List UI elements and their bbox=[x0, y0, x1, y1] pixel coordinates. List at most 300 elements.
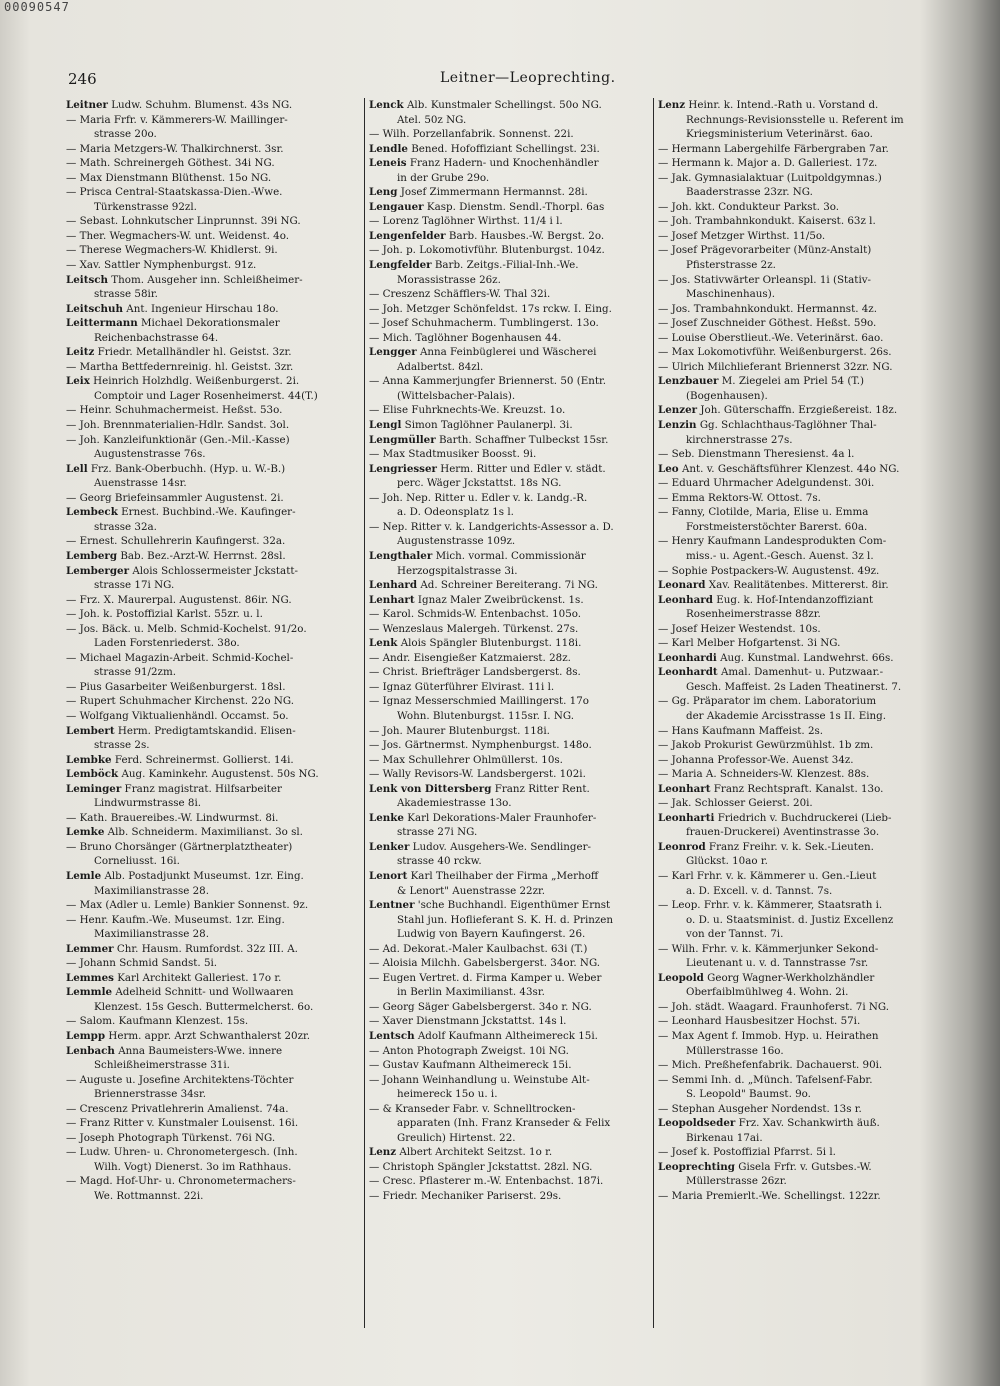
entry-line bbox=[369, 156, 651, 171]
directory-entry bbox=[66, 724, 362, 753]
entry-line bbox=[369, 898, 651, 913]
entry-line bbox=[369, 985, 651, 1000]
entry-surname: Leo bbox=[658, 462, 679, 475]
entry-text: — Christ. Briefträger Landsbergerst. 8s. bbox=[369, 666, 581, 679]
entry-text: — Jos. Trambahnkondukt. Hermannst. 4z. bbox=[658, 302, 878, 315]
entry-text: heimereck 15o u. i. bbox=[397, 1088, 498, 1101]
entry-line bbox=[66, 360, 362, 375]
entry-text: strasse 58ir. bbox=[94, 288, 158, 301]
entry-text: — Anna Kammerjungfer Briennerst. 50 (Entr. bbox=[369, 375, 607, 388]
entry-text: Anna Feinbüglerei und Wäscherei bbox=[419, 346, 597, 359]
entry-line bbox=[66, 98, 362, 113]
entry-text: der Akademie Arcisstrasse 1s II. Eing. bbox=[686, 709, 887, 722]
entry-line bbox=[369, 854, 651, 869]
entry-text: — Crescenz Privatlehrerin Amalienst. 74a. bbox=[66, 1102, 289, 1115]
entry-line bbox=[66, 1000, 362, 1015]
entry-line bbox=[369, 520, 651, 535]
entry-text: Maximilianstrasse 28. bbox=[94, 928, 209, 941]
directory-entry bbox=[658, 462, 946, 578]
entry-line bbox=[369, 1014, 651, 1029]
entry-text: Ant. v. Geschäftsführer Klenzest. 44o NG. bbox=[681, 462, 900, 475]
entry-surname: Lemke bbox=[66, 826, 105, 839]
entry-text: — Aloisia Milchh. Gabelsbergerst. 34or. NG. bbox=[369, 957, 601, 970]
entry-text: Rechnungs-Revisionsstelle u. Referent im bbox=[686, 113, 904, 126]
directory-entry bbox=[66, 462, 362, 506]
entry-line bbox=[658, 287, 946, 302]
entry-line bbox=[369, 258, 651, 273]
entry-surname: Lentner bbox=[369, 899, 415, 912]
entry-text: — Pius Gasarbeiter Weißenburgerst. 18sl. bbox=[66, 680, 286, 693]
entry-text: — Eugen Vertret. d. Firma Kamper u. Weber bbox=[369, 971, 602, 984]
directory-entry bbox=[66, 753, 362, 768]
entry-line bbox=[369, 753, 651, 768]
entry-line bbox=[658, 462, 946, 477]
entry-text: — Stephan Ausgeher Nordendst. 13s r. bbox=[658, 1102, 862, 1115]
entry-line bbox=[66, 491, 362, 506]
directory-entry bbox=[66, 782, 362, 826]
entry-line bbox=[369, 505, 651, 520]
column-rule bbox=[364, 98, 365, 1328]
entry-line bbox=[658, 607, 946, 622]
entry-line bbox=[658, 549, 946, 564]
directory-entry bbox=[369, 142, 651, 157]
directory-entry bbox=[369, 418, 651, 433]
entry-text: Wilh. Vogt) Dienerst. 3o im Rathhaus. bbox=[94, 1160, 292, 1173]
entry-text: Klenzest. 15s Gesch. Buttermelcherst. 6o. bbox=[94, 1000, 314, 1013]
entry-text: — Andr. Eisengießer Katzmaierst. 28z. bbox=[369, 651, 571, 664]
entry-line bbox=[369, 389, 651, 404]
directory-entry bbox=[369, 578, 651, 593]
entry-line bbox=[66, 258, 362, 273]
entry-text: — Xav. Sattler Nymphenburgst. 91z. bbox=[66, 259, 257, 272]
entry-surname: Lenzin bbox=[658, 419, 697, 432]
entry-text: Augustenstrasse 76s. bbox=[94, 448, 206, 461]
entry-line bbox=[369, 127, 651, 142]
entry-text: — Eduard Uhrmacher Adelgundenst. 30i. bbox=[658, 477, 875, 490]
entry-line bbox=[369, 840, 651, 855]
entry-line bbox=[658, 1029, 946, 1044]
entry-line bbox=[369, 1160, 651, 1175]
entry-line bbox=[66, 374, 362, 389]
directory-entry bbox=[369, 811, 651, 840]
entry-surname: Leng bbox=[369, 186, 398, 199]
directory-entry bbox=[369, 185, 651, 200]
entry-text: — Therese Wegmachers-W. Khidlerst. 9i. bbox=[66, 244, 278, 257]
entry-line bbox=[369, 243, 651, 258]
entry-line bbox=[658, 113, 946, 128]
entry-line bbox=[658, 738, 946, 753]
entry-text: — Maria A. Schneiders-W. Klenzest. 88s. bbox=[658, 768, 870, 781]
entry-line bbox=[658, 694, 946, 709]
entry-text: — Nep. Ritter v. k. Landgerichts-Assessor a. D. bbox=[369, 520, 614, 533]
entry-line bbox=[658, 898, 946, 913]
entry-text: — Gg. Präparator im chem. Laboratorium bbox=[658, 695, 877, 708]
entry-text: Adalbertst. 84zl. bbox=[397, 360, 484, 373]
directory-entry bbox=[369, 98, 651, 142]
entry-text: Türkenstrasse 92zl. bbox=[94, 200, 197, 213]
entry-line bbox=[66, 811, 362, 826]
entry-line bbox=[66, 1145, 362, 1160]
entry-text: — Jos. Gärtnermst. Nymphenburgst. 148o. bbox=[369, 739, 592, 752]
directory-entry bbox=[66, 98, 362, 273]
entry-text: Ad. Schreiner Bereiterang. 7i NG. bbox=[420, 579, 598, 592]
entry-line bbox=[66, 622, 362, 637]
entry-text: Greulich) Hirtenst. 22. bbox=[397, 1131, 516, 1144]
entry-line bbox=[658, 534, 946, 549]
entry-text: a. D. Excell. v. d. Tannst. 7s. bbox=[686, 884, 833, 897]
directory-entry bbox=[658, 840, 946, 971]
directory-entry bbox=[66, 374, 362, 461]
entry-line bbox=[66, 505, 362, 520]
entry-line bbox=[369, 869, 651, 884]
entry-text: — & Kranseder Fabr. v. Schnelltrocken- bbox=[369, 1102, 576, 1115]
entry-line bbox=[658, 1014, 946, 1029]
entry-line bbox=[369, 345, 651, 360]
entry-text: — Georg Briefeinsammler Augustenst. 2i. bbox=[66, 491, 284, 504]
entry-line bbox=[658, 1189, 946, 1204]
entry-surname: Lenk von Dittersberg bbox=[369, 782, 492, 795]
entry-text: — Louise Oberstlieut.-We. Veterinärst. 6ao. bbox=[658, 331, 884, 344]
entry-text: — Josef k. Postoffizial Pfarrst. 5i l. bbox=[658, 1146, 836, 1159]
entry-text: — Franz Ritter v. Kunstmaler Louisenst. 16i. bbox=[66, 1117, 299, 1130]
entry-line bbox=[369, 796, 651, 811]
entry-line bbox=[658, 942, 946, 957]
entry-text: (Wittelsbacher-Palais). bbox=[397, 389, 516, 402]
entry-text: — Maria Premierlt.-We. Schellingst. 122zr. bbox=[658, 1190, 881, 1203]
entry-line bbox=[658, 622, 946, 637]
entry-text: Corneliusst. 16i. bbox=[94, 855, 180, 868]
entry-text: — Josef Zuschneider Göthest. Heßst. 59o. bbox=[658, 317, 877, 330]
entry-text: — Max Schullehrer Ohlmüllerst. 10s. bbox=[369, 753, 563, 766]
entry-line bbox=[66, 229, 362, 244]
entry-text: Thom. Ausgeher inn. Schleißheimer- bbox=[111, 273, 303, 286]
entry-text: — Kath. Brauereibes.-W. Lindwurmst. 8i. bbox=[66, 811, 279, 824]
entry-line bbox=[658, 302, 946, 317]
entry-line bbox=[369, 622, 651, 637]
entry-text: — Johanna Professor-We. Auenst 34z. bbox=[658, 753, 854, 766]
entry-text: — Joh. Metzger Schönfeldst. 17s rckw. I. Eing. bbox=[369, 302, 612, 315]
entry-line bbox=[66, 898, 362, 913]
entry-line bbox=[66, 200, 362, 215]
archive-stamp: 00090547 bbox=[4, 0, 70, 14]
entry-text: — Gustav Kaufmann Altheimereck 15i. bbox=[369, 1059, 572, 1072]
entry-surname: Lenhard bbox=[369, 579, 418, 592]
entry-line bbox=[66, 127, 362, 142]
entry-line bbox=[658, 782, 946, 797]
directory-entry bbox=[369, 258, 651, 345]
entry-text: — Max (Adler u. Lemle) Bankier Sonnenst. 9z. bbox=[66, 899, 309, 912]
entry-line bbox=[66, 534, 362, 549]
entry-surname: Leopoldseder bbox=[658, 1117, 736, 1130]
entry-line bbox=[66, 913, 362, 928]
directory-entry bbox=[658, 578, 946, 593]
entry-text: — Joh. p. Lokomotivführ. Blutenburgst. 104z. bbox=[369, 244, 605, 257]
entry-line bbox=[369, 1087, 651, 1102]
entry-text: — Henry Kaufmann Landesprodukten Com- bbox=[658, 535, 887, 548]
entry-line bbox=[66, 724, 362, 739]
entry-line bbox=[369, 185, 651, 200]
entry-text: — Joh. Brennmaterialien-Hdlr. Sandst. 3ol. bbox=[66, 419, 290, 432]
entry-line bbox=[658, 447, 946, 462]
entry-text: Baaderstrasse 23zr. NG. bbox=[686, 186, 813, 199]
entry-text: Pfisterstrasse 2z. bbox=[686, 259, 776, 272]
entry-text: Karl Dekorations-Maler Fraunhofer- bbox=[407, 811, 597, 824]
entry-line bbox=[369, 1029, 651, 1044]
entry-line bbox=[658, 753, 946, 768]
entry-text: — Sebast. Lohnkutscher Linprunnst. 39i NG. bbox=[66, 215, 301, 228]
entry-text: — Wally Revisors-W. Landsbergerst. 102i. bbox=[369, 768, 586, 781]
entry-line bbox=[658, 1160, 946, 1175]
entry-surname: Lenzbauer bbox=[658, 375, 719, 388]
entry-text: — Max Lokomotivführ. Weißenburgerst. 26s. bbox=[658, 346, 892, 359]
entry-text: — Hermann k. Major a. D. Galleriest. 17z. bbox=[658, 157, 878, 170]
entry-line bbox=[369, 331, 651, 346]
entry-line bbox=[658, 505, 946, 520]
entry-text: Comptoir und Lager Rosenheimerst. 44(T.) bbox=[94, 389, 318, 402]
entry-text: — Friedr. Mechaniker Pariserst. 29s. bbox=[369, 1190, 562, 1203]
entry-line bbox=[66, 142, 362, 157]
entry-text: Gesch. Maffeist. 2s Laden Theatinerst. 7. bbox=[686, 680, 902, 693]
directory-entry bbox=[658, 1160, 946, 1204]
entry-surname: Lemmle bbox=[66, 986, 113, 999]
directory-entry bbox=[66, 985, 362, 1029]
entry-text: — Josef Prägevorarbeiter (Münz-Anstalt) bbox=[658, 244, 872, 257]
entry-surname: Lengmüller bbox=[369, 433, 436, 446]
directory-entry bbox=[369, 1145, 651, 1203]
entry-surname: Lenz bbox=[369, 1146, 397, 1159]
entry-line bbox=[369, 971, 651, 986]
entry-surname: Lell bbox=[66, 462, 88, 475]
entry-line bbox=[658, 331, 946, 346]
entry-text: — Xaver Dienstmann Jckstattst. 14s l. bbox=[369, 1015, 567, 1028]
entry-line bbox=[66, 214, 362, 229]
entry-text: Franz Rechtspraft. Kanalst. 13o. bbox=[713, 782, 884, 795]
entry-line bbox=[66, 971, 362, 986]
entry-text: — Johann Weinhandlung u. Weinstube Alt- bbox=[369, 1073, 590, 1086]
directory-entry bbox=[658, 665, 946, 781]
entry-text: S. Leopold" Baumst. 9o. bbox=[686, 1088, 811, 1101]
entry-text: — Michael Magazin-Arbeit. Schmid-Kochel- bbox=[66, 651, 294, 664]
directory-entry bbox=[66, 549, 362, 564]
entry-line bbox=[369, 884, 651, 899]
entry-text: — Wenzeslaus Malergeh. Türkenst. 27s. bbox=[369, 622, 579, 635]
entry-text: Forstmeisterstöchter Barerst. 60a. bbox=[686, 520, 868, 533]
entry-line bbox=[66, 1029, 362, 1044]
page-number: 246 bbox=[68, 70, 97, 88]
entry-line bbox=[658, 796, 946, 811]
entry-line bbox=[66, 273, 362, 288]
entry-line bbox=[66, 476, 362, 491]
entry-line bbox=[66, 1131, 362, 1146]
entry-line bbox=[369, 1044, 651, 1059]
entry-text: Bab. Bez.-Arzt-W. Herrnst. 28sl. bbox=[120, 549, 286, 562]
entry-line bbox=[66, 1014, 362, 1029]
entry-line bbox=[658, 127, 946, 142]
entry-line bbox=[66, 287, 362, 302]
entry-text: — Jos. Bäck. u. Melb. Schmid-Kochelst. 91/2o. bbox=[66, 622, 307, 635]
entry-text: Herzogspitalstrasse 3i. bbox=[397, 564, 518, 577]
entry-line bbox=[66, 753, 362, 768]
entry-text: kirchnerstrasse 27s. bbox=[686, 433, 793, 446]
entry-line bbox=[658, 1000, 946, 1015]
entry-text: strasse 17i NG. bbox=[94, 579, 175, 592]
entry-line bbox=[66, 302, 362, 317]
entry-text: — Karl Frhr. v. k. Kämmerer u. Gen.-Lieut bbox=[658, 869, 877, 882]
entry-surname: Lembert bbox=[66, 724, 115, 737]
entry-text: — Sophie Postpackers-W. Augustenst. 49z. bbox=[658, 564, 880, 577]
entry-line bbox=[658, 1087, 946, 1102]
entry-text: Frz. Bank-Oberbuchh. (Hyp. u. W.-B.) bbox=[90, 462, 286, 475]
entry-line bbox=[66, 185, 362, 200]
entry-text: Maschinenhaus). bbox=[686, 288, 775, 301]
entry-line bbox=[658, 1116, 946, 1131]
directory-entry bbox=[369, 782, 651, 811]
entry-text: Lieutenant u. v. d. Tannstrasse 7sr. bbox=[686, 957, 869, 970]
entry-text: Alb. Schneiderm. Maximilianst. 3o sl. bbox=[107, 826, 303, 839]
entry-text: — Math. Schreinergeh Göthest. 34i NG. bbox=[66, 157, 275, 170]
entry-text: Akademiestrasse 13o. bbox=[397, 797, 512, 810]
entry-text: Gisela Frfr. v. Gutsbes.-W. bbox=[738, 1160, 872, 1173]
entry-line bbox=[66, 1160, 362, 1175]
entry-text: — Ignaz Messerschmied Maillingerst. 17o bbox=[369, 695, 589, 708]
entry-text: Ludw. Schuhm. Blumenst. 43s NG. bbox=[111, 99, 293, 111]
entry-text: — Karol. Schmids-W. Entenbachst. 105o. bbox=[369, 608, 582, 621]
entry-line bbox=[369, 1174, 651, 1189]
entry-line bbox=[658, 869, 946, 884]
entry-text: o. D. u. Staatsminist. d. Justiz Excellenz bbox=[686, 913, 894, 926]
entry-text: — Josef Metzger Wirthst. 11/5o. bbox=[658, 229, 826, 242]
entry-text: — Maria Frfr. v. Kämmerers-W. Maillinger- bbox=[66, 113, 288, 126]
directory-entry bbox=[369, 345, 651, 418]
entry-line bbox=[369, 214, 651, 229]
entry-line bbox=[66, 985, 362, 1000]
entry-surname: Lenort bbox=[369, 869, 408, 882]
entry-line bbox=[369, 680, 651, 695]
entry-text: Birkenau 17ai. bbox=[686, 1131, 763, 1144]
directory-entry bbox=[369, 462, 651, 549]
entry-text: — Josef Schuhmacherm. Tumblingerst. 13o. bbox=[369, 317, 599, 330]
directory-entry bbox=[66, 825, 362, 869]
entry-text: — Joh. kkt. Condukteur Parkst. 3o. bbox=[658, 200, 840, 213]
entry-line bbox=[369, 1102, 651, 1117]
entry-text: Xav. Realitätenbes. Mittererst. 8ir. bbox=[708, 579, 889, 592]
directory-entry bbox=[369, 898, 651, 1029]
directory-entry bbox=[66, 505, 362, 549]
entry-text: — Magd. Hof-Uhr- u. Chronometermachers- bbox=[66, 1175, 296, 1188]
entry-text: Mich. vormal. Commissionär bbox=[435, 549, 586, 562]
entry-line bbox=[658, 840, 946, 855]
entry-text: Auenstrasse 14sr. bbox=[94, 477, 187, 490]
entry-text: von der Tannst. 7i. bbox=[686, 928, 784, 941]
entry-line bbox=[369, 534, 651, 549]
entry-line bbox=[66, 433, 362, 448]
entry-surname: Lengl bbox=[369, 419, 402, 432]
entry-line bbox=[66, 331, 362, 346]
entry-line bbox=[658, 476, 946, 491]
entry-line bbox=[66, 1058, 362, 1073]
entry-line bbox=[658, 171, 946, 186]
entry-text: — Ulrich Milchlieferant Briennerst 32zr. NG. bbox=[658, 360, 893, 373]
entry-text: apparaten (Inh. Franz Kranseder & Felix bbox=[397, 1117, 611, 1130]
entry-text: — Frz. X. Maurerpal. Augustenst. 86ir. NG. bbox=[66, 593, 292, 606]
directory-entry bbox=[369, 549, 651, 578]
entry-line bbox=[66, 782, 362, 797]
entry-text: Glückst. 10ao r. bbox=[686, 855, 768, 868]
entry-line bbox=[369, 607, 651, 622]
entry-text: Michael Dekorationsmaler bbox=[141, 317, 280, 330]
entry-line bbox=[658, 360, 946, 375]
entry-line bbox=[66, 316, 362, 331]
entry-line bbox=[66, 1073, 362, 1088]
entry-surname: Lentsch bbox=[369, 1030, 415, 1042]
entry-line bbox=[369, 927, 651, 942]
entry-text: — Leonhard Hausbesitzer Hochst. 57i. bbox=[658, 1015, 861, 1028]
entry-text: — Joh. Nep. Ritter u. Edler v. k. Landg.-R. bbox=[369, 491, 588, 504]
entry-line bbox=[66, 1102, 362, 1117]
entry-line bbox=[369, 665, 651, 680]
entry-text: strasse 32a. bbox=[94, 520, 157, 533]
entry-surname: Lenbach bbox=[66, 1044, 115, 1057]
entry-line bbox=[658, 374, 946, 389]
entry-text: Adelheid Schnitt- und Wollwaaren bbox=[115, 986, 294, 999]
entry-text: Briennerstrasse 34sr. bbox=[94, 1088, 207, 1101]
entry-line bbox=[369, 287, 651, 302]
entry-text: — Jak. Schlosser Geierst. 20i. bbox=[658, 797, 813, 810]
entry-text: — Georg Säger Gabelsbergerst. 34o r. NG. bbox=[369, 1000, 592, 1013]
entry-line bbox=[658, 142, 946, 157]
entry-line bbox=[658, 243, 946, 258]
entry-line bbox=[658, 418, 946, 433]
entry-line bbox=[369, 403, 651, 418]
directory-entry bbox=[658, 1116, 946, 1160]
entry-line bbox=[66, 243, 362, 258]
entry-line bbox=[658, 811, 946, 826]
entry-surname: Lengauer bbox=[369, 200, 424, 213]
entry-line bbox=[369, 302, 651, 317]
entry-line bbox=[658, 403, 946, 418]
entry-line bbox=[369, 956, 651, 971]
entry-line bbox=[658, 185, 946, 200]
entry-line bbox=[66, 884, 362, 899]
entry-surname: Lengriesser bbox=[369, 462, 437, 475]
entry-line bbox=[66, 927, 362, 942]
entry-line bbox=[369, 913, 651, 928]
entry-surname: Leitz bbox=[66, 346, 95, 359]
entry-text: Augustenstrasse 109z. bbox=[397, 535, 516, 548]
entry-text: Adolf Kaufmann Altheimereck 15i. bbox=[417, 1030, 598, 1042]
entry-line bbox=[66, 1116, 362, 1131]
entry-line bbox=[658, 1073, 946, 1088]
directory-entry bbox=[66, 942, 362, 971]
entry-line bbox=[658, 564, 946, 579]
entry-surname: Lemle bbox=[66, 869, 102, 882]
entry-text: Friedr. Metallhändler hl. Geistst. 3zr. bbox=[97, 346, 292, 359]
directory-entry bbox=[369, 200, 651, 229]
entry-line bbox=[66, 1189, 362, 1204]
entry-surname: Lemböck bbox=[66, 768, 119, 781]
entry-surname: Leonhardi bbox=[658, 651, 717, 664]
entry-line bbox=[369, 767, 651, 782]
entry-text: — Joh. Trambahnkondukt. Kaiserst. 63z l. bbox=[658, 215, 876, 228]
entry-text: & Lenort" Auenstrasse 22zr. bbox=[397, 884, 546, 897]
entry-text: — Rupert Schuhmacher Kirchenst. 22o NG. bbox=[66, 695, 294, 708]
entry-line bbox=[66, 738, 362, 753]
entry-text: — Joseph Photograph Türkenst. 76i NG. bbox=[66, 1131, 276, 1144]
entry-line bbox=[66, 942, 362, 957]
entry-line bbox=[66, 549, 362, 564]
entry-text: Reichenbachstrasse 64. bbox=[94, 331, 219, 344]
entry-surname: Lenz bbox=[658, 99, 686, 111]
